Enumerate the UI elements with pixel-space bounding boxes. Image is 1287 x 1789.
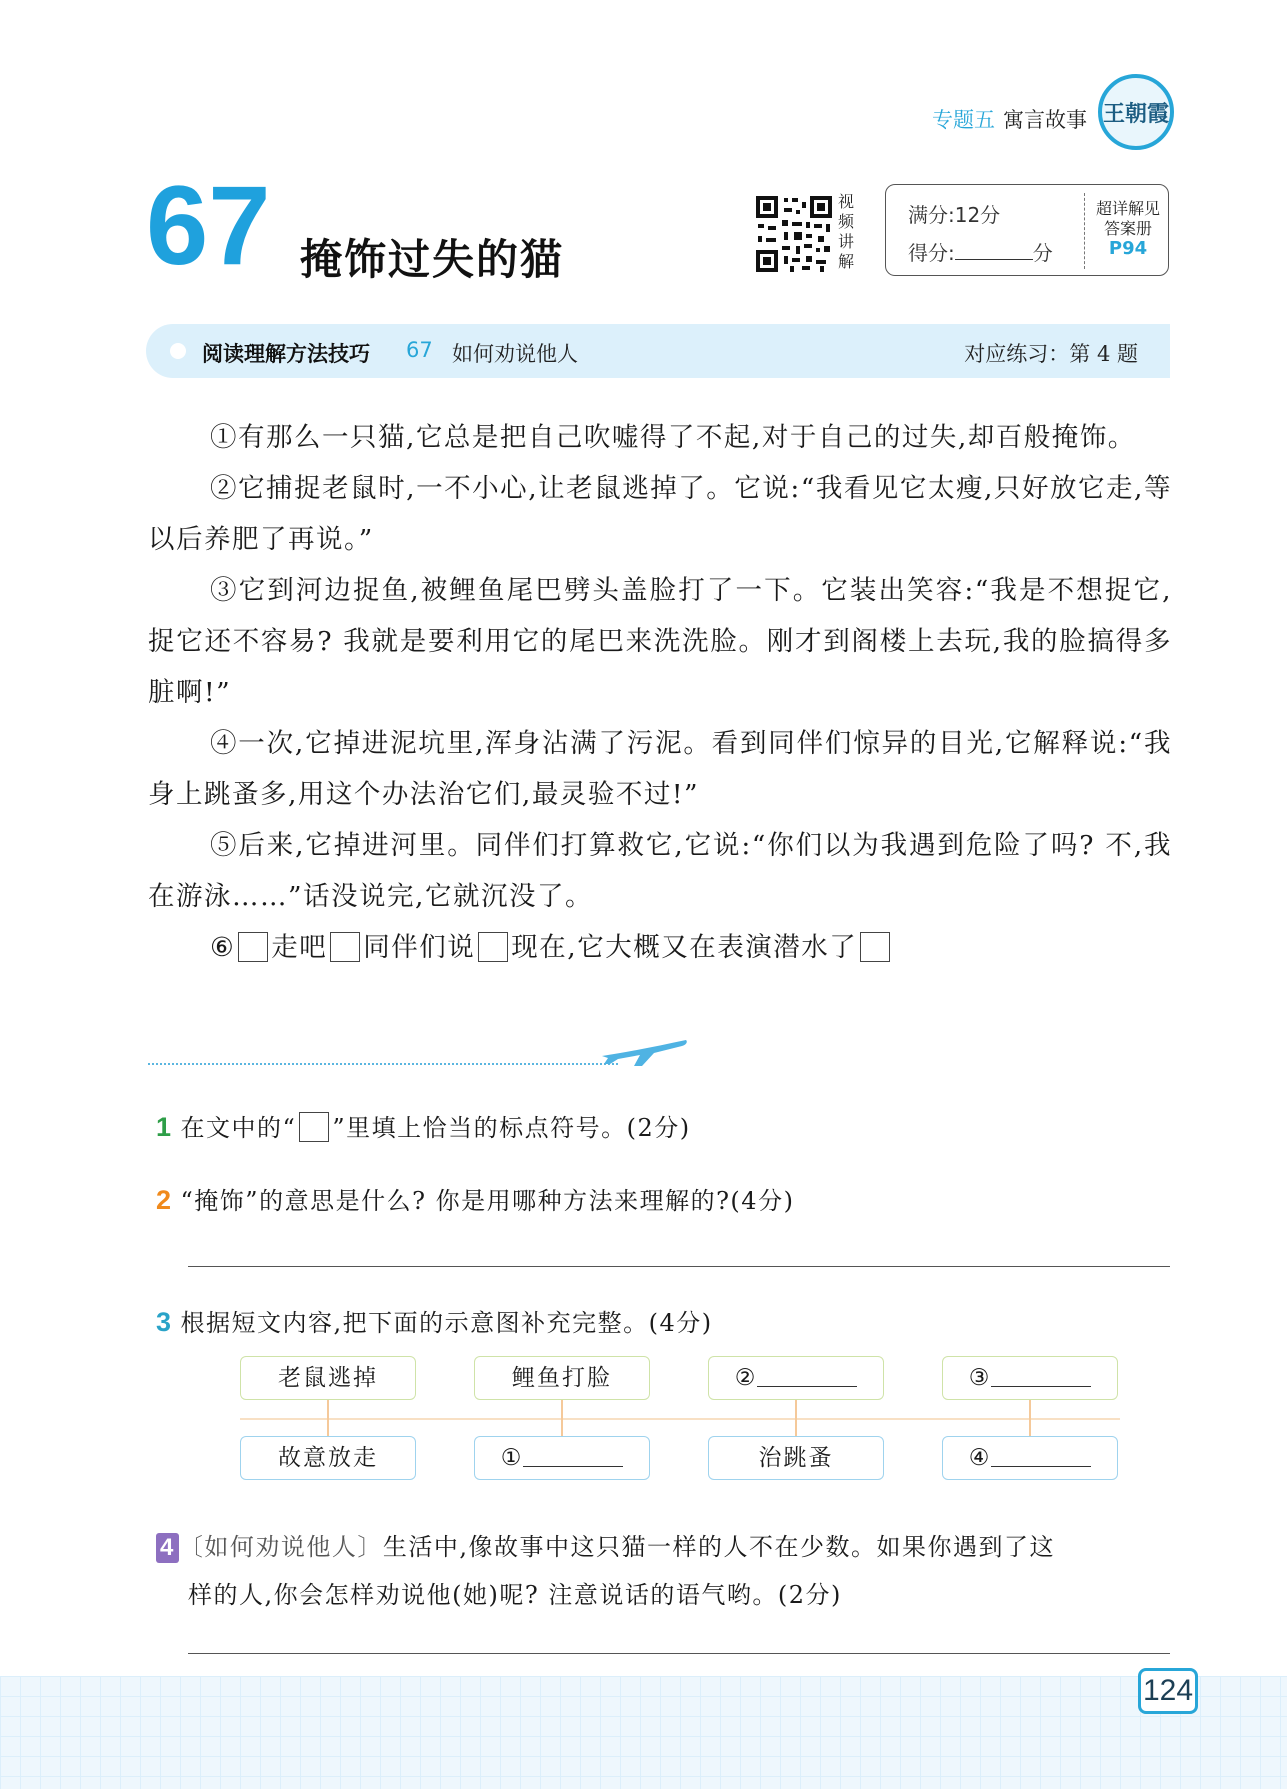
diagram-top-1: 老鼠逃掉 (240, 1356, 416, 1400)
diagram-axis-line (240, 1418, 1120, 1420)
topic-label: 专题五 (932, 108, 995, 132)
passage-paragraph-4: ④一次,它掉进泥坑里,浑身沾满了污泥。看到同伴们惊异的目光,它解释说:“我身上跳蚤多,用这个办法治它们,最灵验不过!” (148, 728, 1172, 810)
answer-note (1090, 199, 1166, 259)
question-2-number: 2 (156, 1185, 173, 1215)
passage-paragraph-2: ②它捕捉老鼠时,一不小心,让老鼠逃掉了。它说:“我看见它太瘦,只好放它走,等以后养肥了再说。” (148, 473, 1172, 555)
paragraph-6-part-2: 同伴们说 (363, 932, 476, 963)
question-1-text-b: ”里填上恰当的标点符号。(2分) (332, 1114, 691, 1142)
score-got-prefix: 得分: (908, 241, 955, 265)
diagram-top-2: 鲤鱼打脸 (474, 1356, 650, 1400)
method-topic: 如何劝说他人 (452, 342, 578, 366)
topic-name: 寓言故事 (1003, 108, 1087, 132)
question-1-text-a: 在文中的“ (180, 1114, 297, 1142)
question-3-text: 根据短文内容,把下面的示意图补充完整。(4分) (180, 1309, 713, 1337)
diagram-bottom-4[interactable] (942, 1436, 1118, 1480)
diagram-bottom-2[interactable] (474, 1436, 650, 1480)
passage-paragraph-5: ⑤后来,它掉进河里。同伴们打算救它,它说:“你们以为我遇到危险了吗? 不,我在游泳……”话没说完,它就沉没了。 (148, 830, 1172, 912)
passage-paragraph-3: ③它到河边捉鱼,被鲤鱼尾巴劈头盖脸打了一下。它装出笑容:“我是不想捉它,捉它还不容易? 我就是要利用它的尾巴来洗洗脸。刚才到阁楼上去玩,我的脸搞得多脏啊!” (148, 575, 1172, 708)
score-blank[interactable] (955, 241, 1033, 260)
page-number: 124 (1138, 1668, 1198, 1714)
qr-label: 视频讲解 (838, 192, 855, 271)
score-got-suffix: 分 (1032, 241, 1053, 265)
answer-line-q4[interactable] (188, 1653, 1170, 1654)
method-band (146, 324, 1170, 378)
passage-paragraph-1: ①有那么一只猫,它总是把自己吹嘘得了不起,对于自己的过失,却百般掩饰。 (210, 422, 1136, 453)
punctuation-box-4[interactable] (860, 932, 890, 962)
score-got (908, 237, 1053, 266)
brand-logo (1098, 74, 1174, 150)
paragraph-6-marker: ⑥ (210, 932, 236, 963)
method-label: 阅读理解方法技巧 (202, 342, 370, 366)
diagram-top-4-label: ③ (968, 1365, 992, 1391)
diagram-top-3-label: ② (734, 1365, 758, 1391)
paragraph-6-part-3: 现在,它大概又在表演潜水了 (511, 932, 858, 963)
score-divider (1084, 193, 1085, 269)
bullet-dot-icon (170, 343, 186, 359)
paragraph-6-part-1: 走吧 (271, 932, 328, 963)
lesson-number: 67 (146, 163, 271, 288)
question-3 (156, 1303, 713, 1338)
punctuation-box-1[interactable] (238, 932, 268, 962)
score-box (885, 184, 1169, 276)
passage (148, 412, 1172, 973)
question-1 (156, 1108, 691, 1143)
method-number: 67 (406, 338, 433, 362)
passage-paragraph-6 (148, 922, 1172, 973)
lesson-title: 掩饰过失的猫 (300, 235, 565, 284)
punctuation-box-2[interactable] (330, 932, 360, 962)
question-4-line-2: 样的人,你会怎样劝说他(她)呢? 注意说话的语气哟。(2分) (188, 1581, 842, 1609)
brand-logo-text: 王朝霞 (1102, 100, 1169, 127)
question-1-box-icon (299, 1112, 329, 1142)
section-divider (148, 1063, 618, 1065)
method-practice: 对应练习：第 4 题 (964, 342, 1138, 366)
question-1-number: 1 (156, 1112, 173, 1142)
diagram-bottom-4-blank[interactable] (991, 1442, 1091, 1467)
punctuation-box-3[interactable] (478, 932, 508, 962)
question-4-line-1: 生活中,像故事中这只猫一样的人不在少数。如果你遇到了这 (382, 1533, 1055, 1561)
question-4-tag: 〔如何劝说他人〕 (178, 1533, 383, 1561)
question-4-number: 4 (156, 1533, 179, 1563)
answer-note-text: 超详解见答案册 (1095, 199, 1160, 238)
question-3-number: 3 (156, 1307, 173, 1337)
airplane-icon (598, 1034, 690, 1070)
diagram-bottom-3: 治跳蚤 (708, 1436, 884, 1480)
topic-header (932, 104, 1087, 134)
diagram-bottom-1: 故意放走 (240, 1436, 416, 1480)
diagram-bottom-4-label: ④ (968, 1445, 992, 1471)
score-full: 满分:12分 (908, 203, 1001, 227)
question-4 (156, 1523, 1176, 1619)
question-2 (156, 1181, 794, 1216)
diagram-connector-2 (561, 1400, 563, 1436)
diagram-top-4[interactable] (942, 1356, 1118, 1400)
answer-line-q2[interactable] (188, 1266, 1170, 1267)
diagram-top-3[interactable] (708, 1356, 884, 1400)
diagram-bottom-2-label: ① (500, 1445, 524, 1471)
qr-code-icon[interactable] (754, 194, 834, 274)
question-2-text: “掩饰”的意思是什么? 你是用哪种方法来理解的?(4分) (180, 1187, 795, 1215)
diagram-connector-3 (795, 1400, 797, 1436)
diagram-connector-4 (1029, 1400, 1031, 1436)
footer-grid-background (0, 1676, 1287, 1789)
diagram-top-3-blank[interactable] (757, 1362, 857, 1387)
answer-page: P94 (1108, 238, 1148, 259)
diagram-bottom-2-blank[interactable] (523, 1442, 623, 1467)
diagram-connector-1 (327, 1400, 329, 1436)
diagram-top-4-blank[interactable] (991, 1362, 1091, 1387)
